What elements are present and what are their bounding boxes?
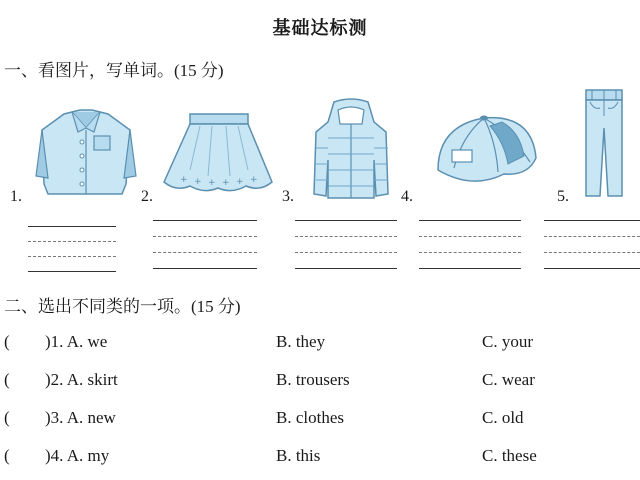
option-b: B. they xyxy=(276,332,326,351)
option-c: C. your xyxy=(482,332,533,351)
option-c: C. wear xyxy=(482,370,535,389)
answer-lines-2[interactable] xyxy=(153,220,257,272)
svg-text:+: + xyxy=(250,175,258,185)
cap-icon xyxy=(432,112,542,196)
svg-text:+: + xyxy=(236,177,244,187)
shirt-icon xyxy=(34,106,138,198)
option-a: )4. A. my xyxy=(45,446,110,465)
trousers-icon xyxy=(582,88,626,200)
answer-lines-3[interactable] xyxy=(295,220,397,272)
item-number: 4. xyxy=(401,188,413,205)
answer-paren[interactable]: ( xyxy=(4,408,10,427)
answer-paren[interactable]: ( xyxy=(4,332,10,351)
svg-text:+: + xyxy=(208,178,216,188)
answer-lines-1[interactable] xyxy=(28,226,116,276)
svg-text:+: + xyxy=(194,177,202,187)
item-number: 2. xyxy=(141,188,153,205)
option-b: B. clothes xyxy=(276,408,344,427)
svg-text:+: + xyxy=(180,175,188,185)
option-c: C. old xyxy=(482,408,524,427)
answer-lines-5[interactable] xyxy=(544,220,640,272)
option-a: )1. A. we xyxy=(45,332,108,351)
coat-icon xyxy=(312,98,390,202)
item-number: 5. xyxy=(557,188,569,205)
section1-heading: 一、看图片，写单词。(15 分) xyxy=(4,61,224,80)
option-a: )2. A. skirt xyxy=(45,370,118,389)
option-b: B. this xyxy=(276,446,321,465)
option-b: B. trousers xyxy=(276,370,350,389)
page-title: 基础达标测 xyxy=(272,18,368,38)
option-c: C. these xyxy=(482,446,537,465)
svg-text:+: + xyxy=(222,178,230,188)
item-number: 3. xyxy=(282,188,294,205)
answer-paren[interactable]: ( xyxy=(4,446,10,465)
option-a: )3. A. new xyxy=(45,408,116,427)
item-number: 1. xyxy=(10,188,22,205)
answer-lines-4[interactable] xyxy=(419,220,521,272)
section2-heading: 二、选出不同类的一项。(15 分) xyxy=(4,297,241,316)
skirt-icon xyxy=(160,110,276,196)
answer-paren[interactable]: ( xyxy=(4,370,10,389)
